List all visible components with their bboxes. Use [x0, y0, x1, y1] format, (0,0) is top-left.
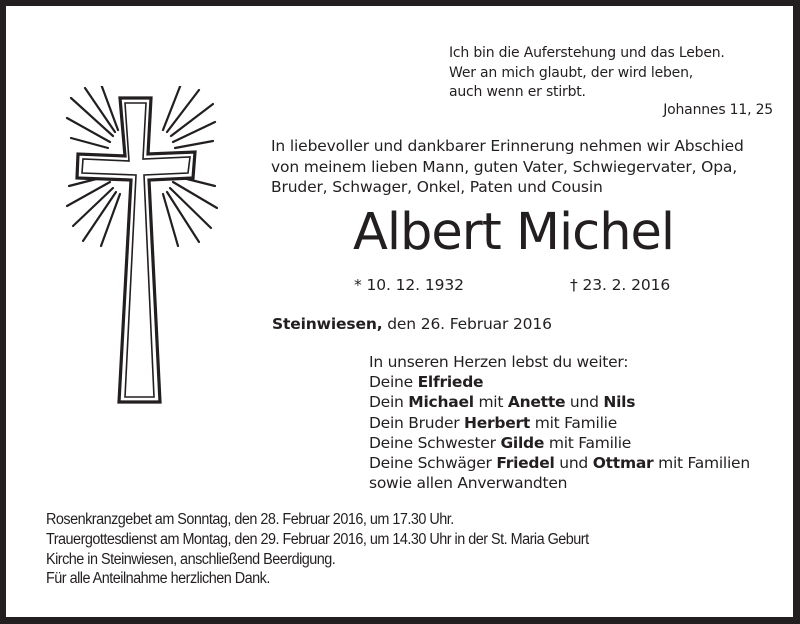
intro-line: von meinem lieben Mann, guten Vater, Schwiegervater, Opa, [271, 157, 738, 176]
verse-reference: Johannes 11, 25 [663, 102, 773, 118]
mourner-line [369, 392, 750, 412]
mourner-text: mit Familie [544, 433, 632, 452]
mourners-closing: sowie allen Anverwandten [369, 474, 568, 493]
place-name: Steinwiesen, [272, 315, 383, 333]
service-info [46, 510, 589, 589]
mourner-text: Deine Schwester [369, 433, 501, 452]
place-date [272, 315, 552, 333]
intro-line: In liebevoller und dankbarer Erinnerung nehmen wir Abschied [271, 137, 744, 155]
thanks-note: Für alle Anteilnahme herzlichen Dank. [46, 570, 270, 588]
mourner-text: mit Familie [530, 413, 617, 432]
bible-verse [449, 44, 725, 103]
verse-line: auch wenn er stirbt. [449, 84, 586, 100]
intro-text [271, 136, 744, 198]
verse-line: Wer an mich glaubt, der wird leben, [449, 64, 694, 81]
mourner-text: und [565, 393, 604, 412]
burial-info: Kirche in Steinwiesen, anschließend Beerdigung. [46, 550, 336, 568]
mourner-text: mit [473, 393, 508, 412]
mourner-name: Ottmar [592, 454, 654, 473]
mourner-name: Herbert [464, 413, 531, 432]
notice-date: den 26. Februar 2016 [382, 315, 552, 333]
mourner-name: Nils [603, 393, 636, 412]
mourner-name: Anette [507, 393, 566, 412]
death-date: † 23. 2. 2016 [570, 276, 671, 294]
mourner-text: Dein [369, 393, 409, 412]
intro-line: Bruder, Schwager, Onkel, Paten und Cousin [271, 178, 603, 196]
mourner-line [369, 372, 750, 392]
mourners-list [369, 352, 750, 493]
mourner-text: Deine Schwäger [369, 454, 497, 473]
radiant-cross-icon [63, 86, 223, 406]
mourner-name: Michael [408, 393, 474, 412]
mourner-name: Friedel [496, 454, 555, 473]
mourner-name: Gilde [500, 433, 545, 452]
mourner-text: Deine [369, 373, 418, 392]
mourner-name: Elfriede [417, 373, 484, 392]
mourner-line [369, 413, 750, 433]
mourner-text: mit Familien [653, 454, 750, 473]
obituary-card [6, 6, 793, 617]
mourner-line [369, 453, 750, 473]
deceased-name: Albert Michel [353, 203, 675, 262]
birth-date: * 10. 12. 1932 [354, 276, 464, 294]
mourner-text: Dein Bruder [369, 413, 465, 432]
mourner-text: und [554, 454, 593, 473]
rosary-info: Rosenkranzgebet am Sonntag, den 28. Februar 2016, um 17.30 Uhr. [46, 511, 454, 528]
verse-line: Ich bin die Auferstehung und das Leben. [449, 45, 725, 61]
mourner-line [369, 433, 750, 453]
mourners-heading: In unseren Herzen lebst du weiter: [369, 353, 629, 371]
funeral-service-info: Trauergottesdienst am Montag, den 29. Februar 2016, um 14.30 Uhr in der St. Maria Geburt [46, 530, 589, 548]
